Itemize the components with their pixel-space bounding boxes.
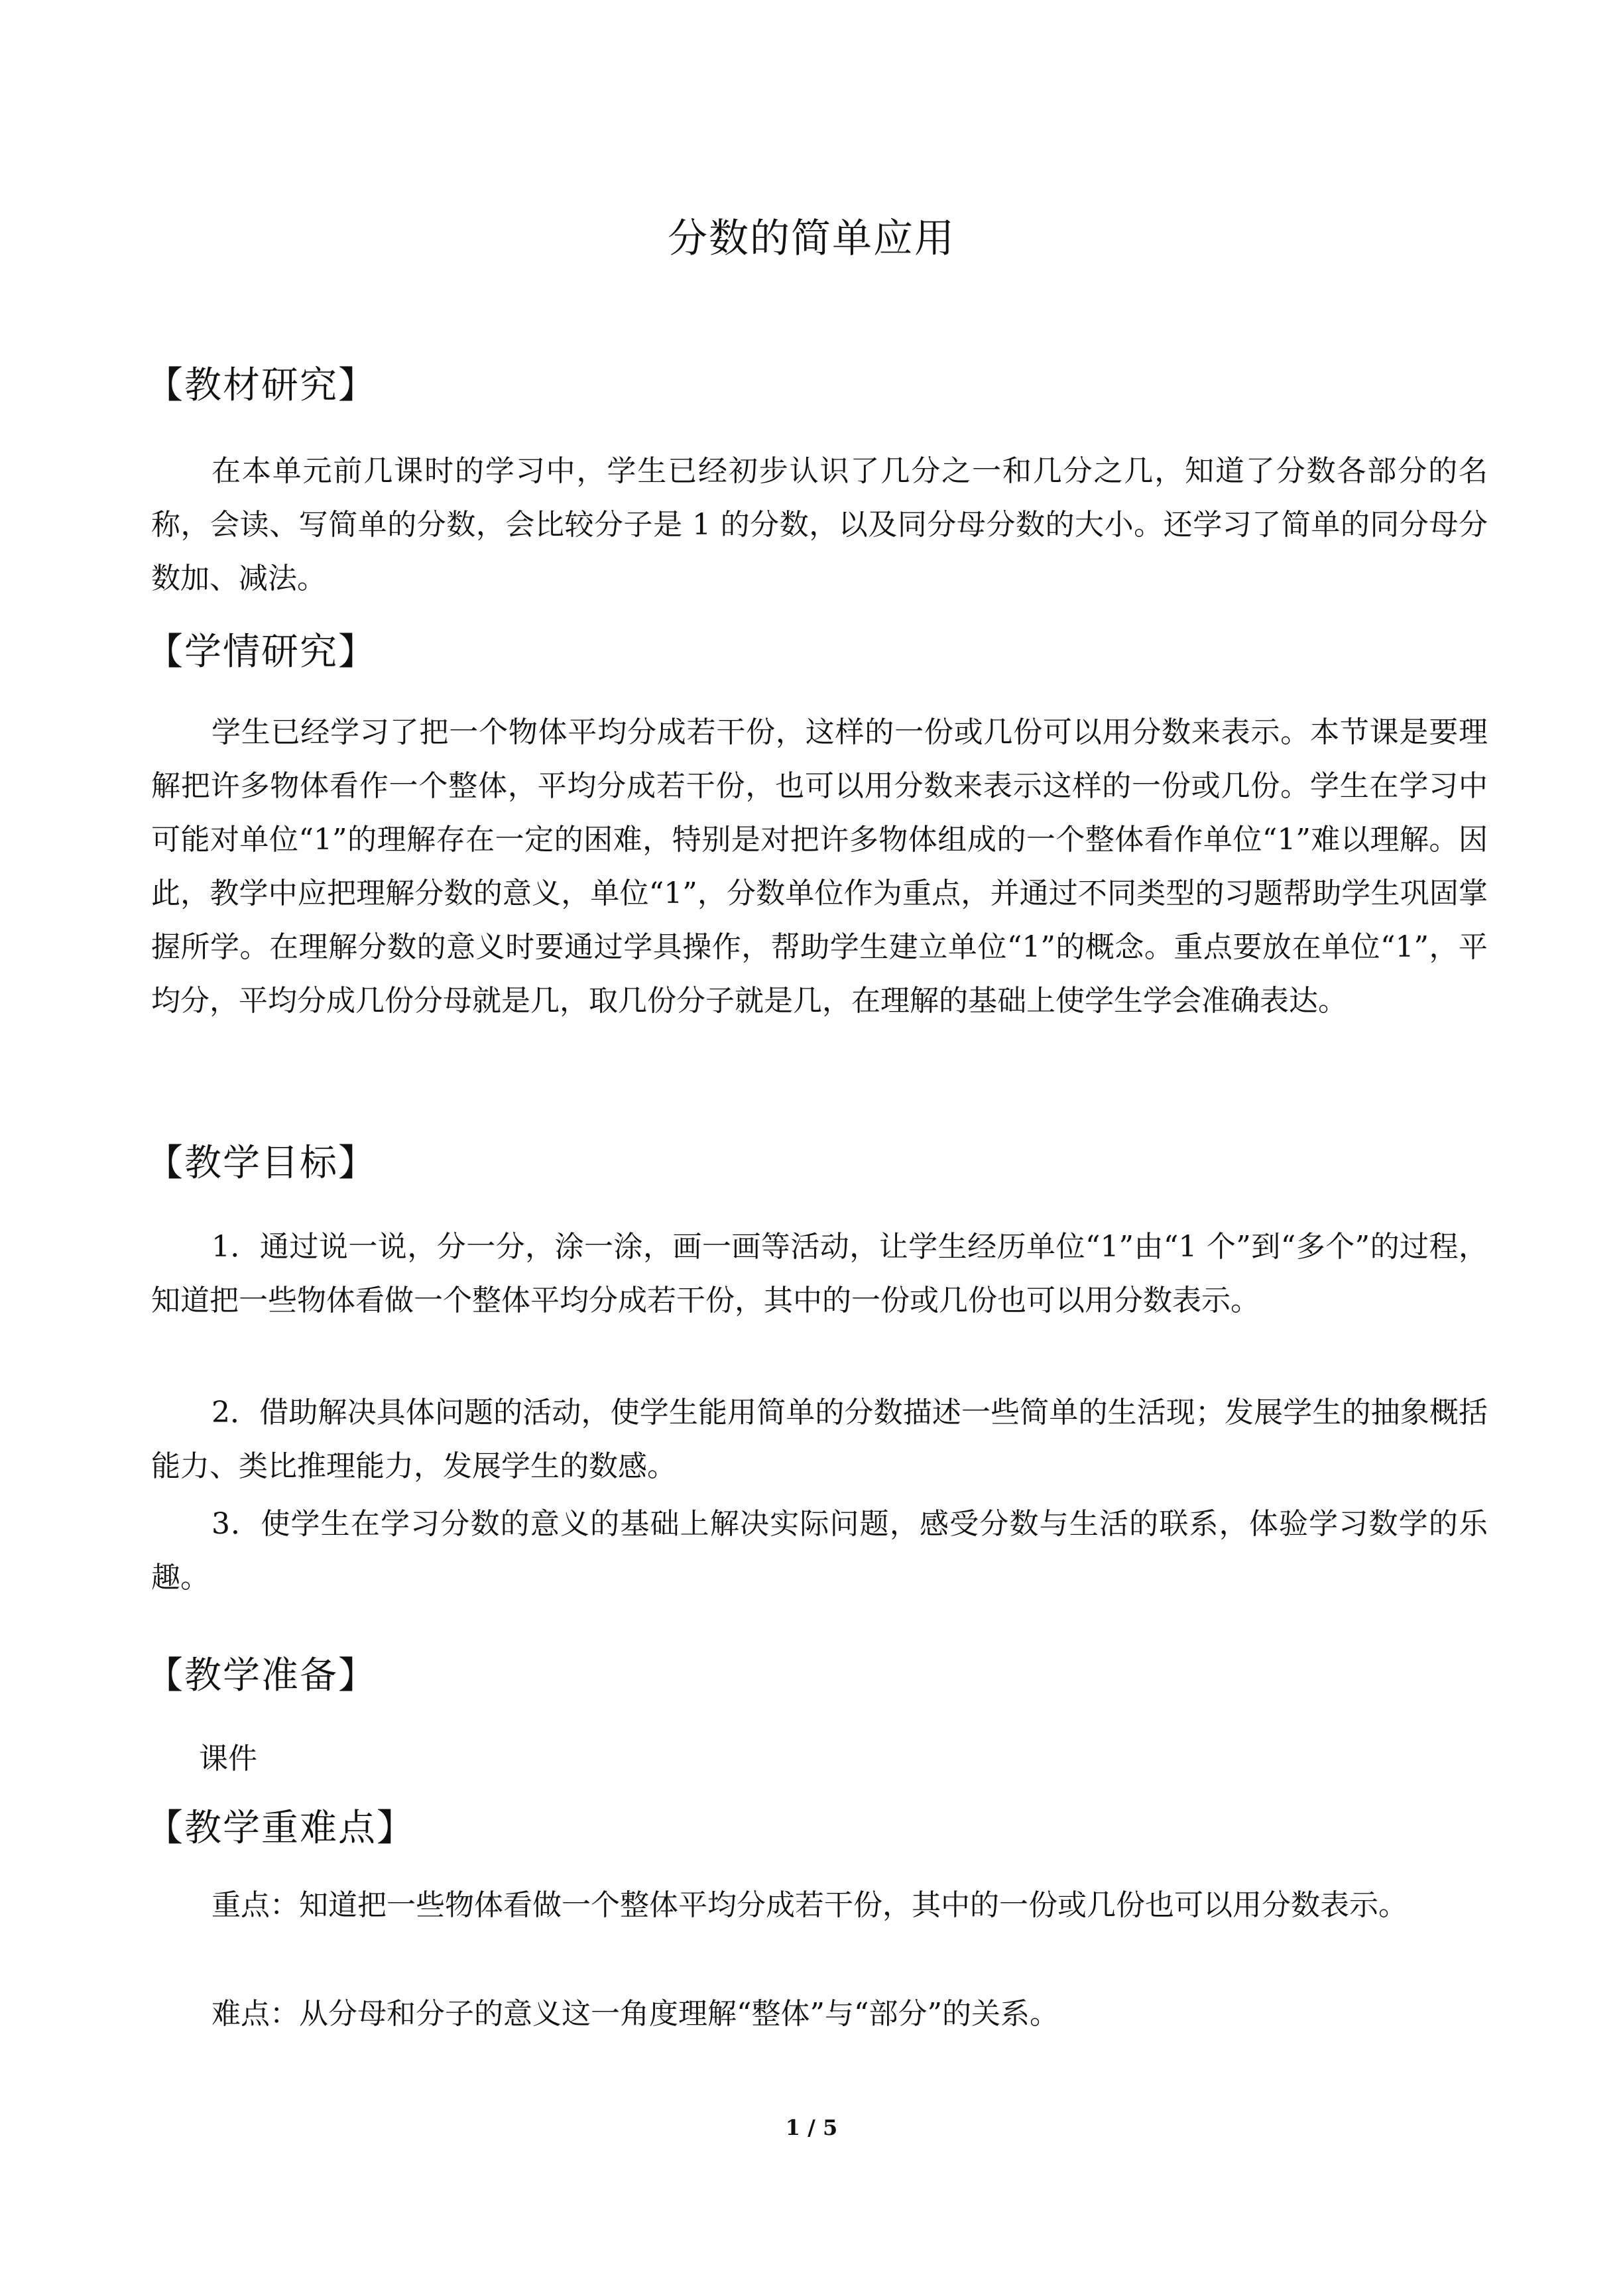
goal-item-2: 2．借助解决具体问题的活动，使学生能用简单的分数描述一些简单的生活现；发展学生的抽象概括能力、类比推理能力，发展学生的数感。 [151,1396,1488,1483]
page-number: 1 / 5 [785,2115,838,2140]
section-heading-textbook-study: 【教材研究】 [146,364,377,407]
section-heading-teaching-prep: 【教学准备】 [146,1654,377,1697]
paragraph-textbook-study: 在本单元前几课时的学习中，学生已经初步认识了几分之一和几分之几，知道了分数各部分的名称，会读、写简单的分数，会比较分子是 1 的分数，以及同分母分数的大小。还学习了简单的同分母分数加、减法。 [151,454,1488,595]
document-title: 分数的简单应用 [668,215,955,262]
section-heading-student-study: 【学情研究】 [146,631,377,674]
teaching-prep-content: 课件 [199,1742,257,1776]
paragraph-student-study: 学生已经学习了把一个物体平均分成若干份，这样的一份或几份可以用分数来表示。本节课是要理解把许多物体看作一个整体，平均分成若干份，也可以用分数来表示这样的一份或几份。学生在学习中可能对单位“1”的理解存在一定的困难，特别是对把许多物体组成的一个整体看作单位“1”难以理解。因此，教学中应把理解分数的意义，单位“1”，分数单位作为重点，并通过不同类型的习题帮助学生巩固掌握所学。在理解分数的意义时要通过学具操作，帮助学生建立单位“1”的概念。重点要放在单位“1”，平均分，平均分成几份分母就是几，取几份分子就是几，在理解的基础上使学生学会准确表达。 [151,715,1488,1018]
goal-item-3: 3．使学生在学习分数的意义的基础上解决实际问题，感受分数与生活的联系，体验学习数学的乐趣。 [151,1507,1488,1595]
section-heading-key-points: 【教学重难点】 [146,1807,415,1850]
section-heading-teaching-goals: 【教学目标】 [146,1142,377,1185]
key-point-text: 重点：知道把一些物体看做一个整体平均分成若干份，其中的一份或几份也可以用分数表示。 [211,1888,1408,1922]
difficulty-text: 难点：从分母和分子的意义这一角度理解“整体”与“部分”的关系。 [211,1997,1059,2031]
goal-item-1: 1．通过说一说，分一分，涂一涂，画一画等活动，让学生经历单位“1”由“1 个”到“多个”的过程，知道把一些物体看做一个整体平均分成若干份，其中的一份或几份也可以用分数表示。 [151,1230,1488,1317]
